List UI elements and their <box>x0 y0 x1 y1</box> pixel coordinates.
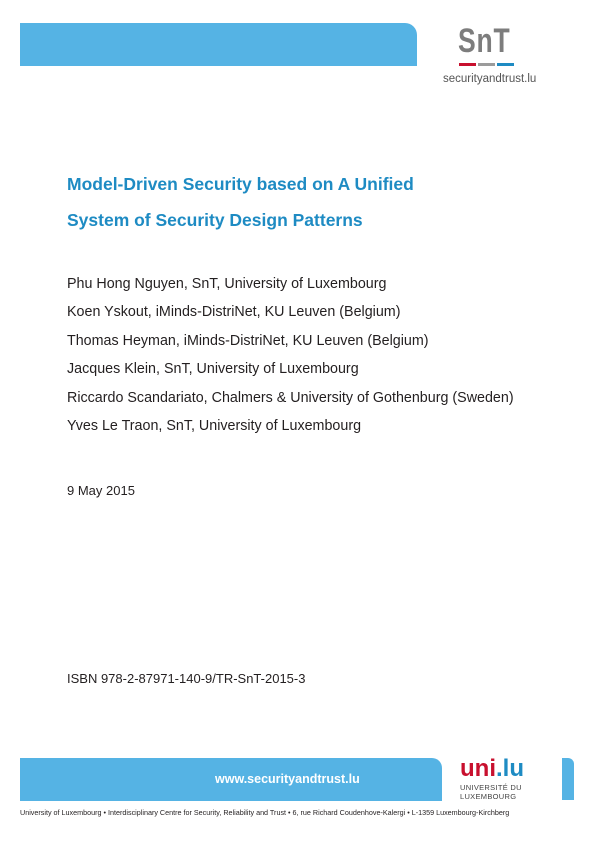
footer-address: University of Luxembourg • Interdisciplinary Centre for Security, Reliability and Trust • 6, rue Richard Coudenhove-Kalergi • L-1359 Luxembourg-Kirchberg <box>20 808 510 817</box>
snt-logo-text: SnT <box>458 22 511 60</box>
author-4: Jacques Klein, SnT, University of Luxembourg <box>67 361 359 378</box>
title-line-1: Model-Driven Security based on A Unified <box>67 174 414 194</box>
document-title <box>67 166 547 238</box>
university-name-line-1: UNIVERSITÉ DU <box>460 783 522 792</box>
snt-logo <box>440 24 560 94</box>
snt-logo-url: securityandtrust.lu <box>443 73 537 85</box>
header-band <box>20 23 417 66</box>
logo-bar-grey <box>478 63 495 66</box>
uni-wordmark-lu: lu <box>502 755 524 782</box>
uni-wordmark-dot: . <box>496 755 503 782</box>
university-name <box>460 783 522 801</box>
isbn: ISBN 978-2-87971-140-9/TR-SnT-2015-3 <box>67 671 306 686</box>
author-5: Riccardo Scandariato, Chalmers & University of Gothenburg (Sweden) <box>67 389 514 406</box>
author-1: Phu Hong Nguyen, SnT, University of Luxembourg <box>67 276 387 292</box>
author-list <box>67 270 577 440</box>
publication-date: 9 May 2015 <box>67 483 135 498</box>
uni-wordmark-uni: uni <box>460 755 496 782</box>
university-name-line-2: LUXEMBOURG <box>460 792 517 801</box>
logo-bar-blue <box>497 63 514 66</box>
author-3: Thomas Heyman, iMinds-DistriNet, KU Leuven (Belgium) <box>67 332 429 349</box>
logo-blue-tab <box>562 758 574 800</box>
author-6: Yves Le Traon, SnT, University of Luxembourg <box>67 418 362 435</box>
author-2: Koen Yskout, iMinds-DistriNet, KU Leuven (Belgium) <box>67 304 401 321</box>
university-logo <box>458 756 578 806</box>
snt-logo-bars <box>459 63 514 66</box>
logo-bar-red <box>459 63 476 66</box>
footer-band <box>20 758 442 801</box>
footer-url-link[interactable]: www.securityandtrust.lu <box>215 772 360 786</box>
title-line-2: System of Security Design Patterns <box>67 210 363 230</box>
uni-lu-wordmark <box>460 756 524 782</box>
